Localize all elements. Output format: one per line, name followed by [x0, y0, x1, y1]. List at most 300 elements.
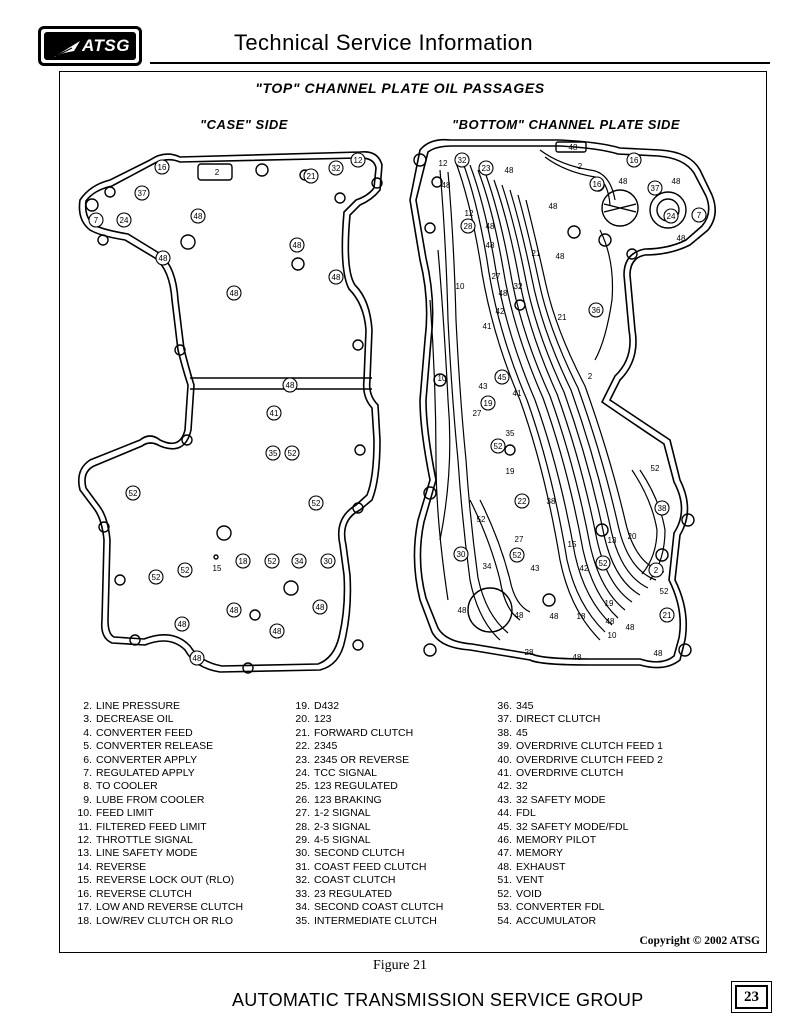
- legend-item-number: 10.: [77, 807, 92, 820]
- passage-marker-label: 48: [605, 617, 615, 626]
- passage-marker-label: 48: [485, 241, 495, 250]
- passage-marker-label: 37: [137, 189, 147, 198]
- legend-item-number: 19.: [295, 700, 310, 712]
- passage-marker-label: 21: [306, 172, 316, 181]
- legend-item: [486, 821, 663, 834]
- passage-marker-label: 12: [464, 209, 474, 218]
- legend-item-label: 123: [314, 713, 332, 726]
- legend-item-number: 7.: [83, 767, 92, 780]
- passage-marker: [588, 372, 593, 381]
- legend-item-label: 2-3 SIGNAL: [314, 820, 371, 833]
- legend-item-label: INTERMEDIATE CLUTCH: [314, 914, 437, 927]
- legend-item: [284, 767, 443, 780]
- legend-item-number: 4.: [83, 726, 92, 739]
- legend-item-number: 28.: [295, 820, 310, 833]
- legend-item-number: 26.: [295, 793, 310, 806]
- legend-item: [66, 901, 243, 914]
- legend-item-label: LUBE FROM COOLER: [96, 793, 205, 806]
- passage-marker-label: 24: [119, 216, 129, 225]
- passage-marker-label: 21: [531, 249, 541, 258]
- legend-item-number: 18.: [77, 914, 92, 927]
- legend-item-number: 34.: [295, 901, 310, 914]
- passage-marker: [660, 608, 674, 622]
- passage-marker-label: 48: [457, 606, 467, 615]
- legend-item-number: 13.: [77, 847, 92, 860]
- passage-marker: [556, 252, 565, 261]
- passage-marker-label: 35: [268, 449, 278, 458]
- passage-marker-label: 27: [472, 409, 482, 418]
- passage-marker: [608, 536, 617, 545]
- footer-title: AUTOMATIC TRANSMISSION SERVICE GROUP: [232, 990, 644, 1010]
- legend-item: [486, 740, 663, 753]
- passage-marker: [126, 486, 140, 500]
- legend-item-label: LOW/REV CLUTCH OR RLO: [96, 914, 234, 927]
- passage-marker: [442, 181, 451, 190]
- passage-marker: [290, 238, 304, 252]
- legend-item-number: 17.: [77, 901, 92, 914]
- passage-marker: [568, 540, 577, 549]
- legend-item-label: 32: [516, 780, 528, 793]
- passage-marker-label: 52: [650, 464, 660, 473]
- legend-item-label: OVERDRIVE CLUTCH: [516, 767, 624, 780]
- case-plate-outline: [79, 152, 382, 672]
- passage-marker: [267, 406, 281, 420]
- legend-item: [486, 727, 663, 740]
- legend-item-number: 44.: [497, 807, 512, 820]
- passage-marker-label: 48: [315, 603, 325, 612]
- passage-marker-label: 37: [650, 184, 660, 193]
- legend-item: [66, 780, 243, 793]
- passage-marker-label: 12: [438, 159, 448, 168]
- passage-marker-label: 21: [557, 313, 567, 322]
- passage-marker: [191, 209, 205, 223]
- passage-marker: [309, 496, 323, 510]
- legend-item-label: LINE SAFETY MODE: [96, 847, 198, 860]
- passage-marker: [506, 429, 515, 438]
- passage-marker-label: 52: [659, 587, 669, 596]
- passage-marker: [648, 181, 662, 195]
- legend-item: [66, 700, 243, 713]
- passage-marker: [692, 208, 706, 222]
- passage-marker-label: 19: [505, 467, 515, 476]
- passage-marker: [515, 535, 524, 544]
- passage-marker: [525, 648, 534, 657]
- passage-marker: [510, 548, 524, 562]
- passage-marker: [117, 213, 131, 227]
- passage-marker: [651, 464, 660, 473]
- legend-item: [486, 780, 663, 793]
- legend-item-number: 6.: [83, 753, 92, 766]
- legend-item-label: FDL: [516, 807, 536, 820]
- passage-marker: [596, 556, 610, 570]
- passage-marker: [531, 564, 540, 573]
- passage-marker-label: 52: [267, 557, 277, 566]
- passage-marker-label: 52: [287, 449, 297, 458]
- passage-marker-label: 32: [331, 164, 341, 173]
- passage-marker-label: 48: [504, 166, 514, 175]
- bottom-side-label: "BOTTOM" CHANNEL PLATE SIDE: [452, 117, 681, 132]
- passage-marker: [626, 623, 635, 632]
- passage-marker-label: 48: [568, 143, 578, 152]
- passage-marker: [270, 624, 284, 638]
- legend-item-label: 45: [516, 726, 528, 739]
- passage-marker-label: 15: [212, 564, 222, 573]
- passage-marker-label: 30: [456, 550, 466, 559]
- passage-marker-label: 16: [629, 156, 639, 165]
- passage-marker-label: 28: [463, 222, 473, 231]
- legend-item-number: 12.: [77, 834, 92, 847]
- legend-item-number: 14.: [77, 860, 92, 873]
- passage-marker: [677, 234, 686, 243]
- legend-item: [486, 847, 663, 860]
- passage-marker: [608, 631, 617, 640]
- legend-item: [66, 834, 243, 847]
- passage-marker: [672, 177, 681, 186]
- case-side-label: "CASE" SIDE: [200, 117, 288, 132]
- legend-item-label: CONVERTER RELEASE: [96, 740, 214, 753]
- legend-item-label: FILTERED FEED LIMIT: [96, 820, 207, 833]
- passage-marker: [649, 563, 663, 577]
- legend-item-number: 42.: [497, 780, 512, 793]
- legend-item-number: 47.: [497, 847, 512, 860]
- legend-item-label: DIRECT CLUTCH: [516, 713, 601, 726]
- passage-marker-label: 19: [604, 599, 614, 608]
- legend-item-number: 54.: [497, 914, 512, 927]
- passage-marker: [664, 209, 678, 223]
- passage-marker-label: 18: [576, 612, 586, 621]
- passage-marker: [266, 446, 280, 460]
- legend-item-label: COAST CLUTCH: [314, 874, 396, 887]
- page-number: 23: [735, 985, 768, 1009]
- passage-marker: [227, 286, 241, 300]
- passage-marker: [496, 307, 505, 316]
- legend-item: [66, 727, 243, 740]
- copyright-text: Copyright © 2002 ATSG: [639, 935, 760, 947]
- legend-item: [284, 861, 443, 874]
- legend-item-number: 40.: [497, 753, 512, 766]
- legend-item-label: ACCUMULATOR: [516, 914, 597, 927]
- legend-item: [66, 915, 243, 928]
- legend-item: [284, 727, 443, 740]
- legend-item-number: 33.: [295, 887, 310, 900]
- passage-marker-label: 48: [229, 606, 239, 615]
- passage-marker: [483, 322, 492, 331]
- passage-marker-label: 27: [514, 535, 524, 544]
- passage-marker-label: 42: [579, 564, 589, 573]
- legend-item-number: 37.: [497, 713, 512, 726]
- passage-marker-label: 48: [193, 212, 203, 221]
- legend-item: [66, 847, 243, 860]
- passage-marker: [628, 532, 637, 541]
- passage-marker-label: 16: [592, 180, 602, 189]
- passage-marker: [283, 378, 297, 392]
- legend-item-number: 24.: [295, 767, 310, 780]
- legend-item: [284, 915, 443, 928]
- passage-marker-label: 45: [497, 373, 507, 382]
- legend-item-number: 11.: [78, 820, 92, 833]
- passage-marker-label: 21: [662, 611, 672, 620]
- legend-item-label: D432: [314, 700, 340, 712]
- legend-item: [284, 821, 443, 834]
- passage-marker-label: 48: [514, 611, 524, 620]
- passage-marker-label: 43: [478, 382, 488, 391]
- legend-column-1: [66, 700, 243, 928]
- legend-item-label: OVERDRIVE CLUTCH FEED 2: [516, 753, 664, 766]
- legend-item-number: 51.: [497, 874, 512, 887]
- legend-item-label: FEED LIMIT: [96, 807, 154, 820]
- legend-item-number: 43.: [497, 793, 512, 806]
- legend-item-number: 16.: [77, 887, 92, 900]
- passage-marker: [605, 599, 614, 608]
- passage-marker: [589, 303, 603, 317]
- passage-marker: [660, 587, 669, 596]
- passage-marker: [654, 649, 663, 658]
- legend-item-label: REVERSE LOCK OUT (RLO): [96, 874, 235, 887]
- passage-marker: [439, 159, 448, 168]
- passage-marker-label: 28: [524, 648, 534, 657]
- legend-item: [486, 807, 663, 820]
- legend-item-label: OVERDRIVE CLUTCH FEED 1: [516, 740, 664, 753]
- passage-marker-label: 32: [513, 282, 523, 291]
- legend-item-label: REGULATED APPLY: [96, 767, 195, 780]
- passage-marker-label: 10: [455, 282, 465, 291]
- passage-marker: [486, 222, 495, 231]
- passage-marker: [236, 554, 250, 568]
- legend-item-number: 46.: [497, 834, 512, 847]
- passage-marker-label: 48: [229, 289, 239, 298]
- legend-item-number: 8.: [83, 780, 92, 793]
- figure-caption: Figure 21: [372, 958, 428, 973]
- passage-marker: [178, 563, 192, 577]
- passage-marker-label: 48: [441, 181, 451, 190]
- passage-marker: [606, 617, 615, 626]
- legend-item-label: REVERSE CLUTCH: [96, 887, 192, 900]
- passage-marker-label: 48: [285, 381, 295, 390]
- legend-item-label: LOW AND REVERSE CLUTCH: [96, 901, 244, 914]
- passage-marker-label: 10: [607, 631, 617, 640]
- passage-marker: [573, 653, 582, 662]
- legend-item-number: 35.: [295, 914, 310, 927]
- legend-item: [284, 834, 443, 847]
- passage-marker: [215, 168, 220, 177]
- passage-marker-label: 48: [272, 627, 282, 636]
- legend-item-label: TCC SIGNAL: [314, 767, 378, 780]
- legend-column-3: [486, 700, 663, 928]
- passage-marker-label: 36: [591, 306, 601, 315]
- passage-marker-label: 2: [587, 372, 593, 381]
- passage-marker: [213, 564, 222, 573]
- legend-item-label: 2345 OR REVERSE: [314, 753, 410, 766]
- legend-item-label: CONVERTER FEED: [96, 726, 193, 739]
- passage-marker: [135, 186, 149, 200]
- legend-item: [486, 874, 663, 887]
- passage-marker: [473, 409, 482, 418]
- legend-item-number: 41.: [497, 767, 512, 780]
- legend-item-label: 32 SAFETY MODE: [516, 793, 606, 806]
- legend-item: [486, 767, 663, 780]
- legend-item-number: 21.: [295, 726, 310, 739]
- legend-item-number: 5.: [83, 740, 92, 753]
- passage-marker-label: 48: [625, 623, 635, 632]
- legend-item-label: 2345: [314, 740, 338, 753]
- legend-item: [486, 713, 663, 726]
- legend-item: [66, 807, 243, 820]
- page-title: Technical Service Information: [234, 30, 533, 55]
- legend-item: [284, 794, 443, 807]
- passage-marker: [549, 202, 558, 211]
- legend-item-number: 39.: [497, 740, 512, 753]
- passage-marker-label: 32: [457, 156, 467, 165]
- passage-marker: [321, 554, 335, 568]
- passage-marker: [590, 177, 604, 191]
- passage-marker-label: 48: [192, 654, 202, 663]
- passage-marker-label: 48: [572, 653, 582, 662]
- legend-item: [284, 847, 443, 860]
- passage-marker: [149, 570, 163, 584]
- legend-item-number: 36.: [497, 700, 512, 712]
- legend-item-label: EXHAUST: [516, 860, 566, 873]
- passage-marker-label: 48: [177, 620, 187, 629]
- legend-item-label: 23 REGULATED: [314, 887, 392, 900]
- passage-marker: [455, 153, 469, 167]
- legend-item-label: VOID: [516, 887, 542, 900]
- passage-marker: [292, 554, 306, 568]
- legend-item: [284, 740, 443, 753]
- legend-item: [486, 915, 663, 928]
- passage-marker-label: 34: [482, 562, 492, 571]
- passage-marker: [329, 270, 343, 284]
- legend-item: [66, 713, 243, 726]
- legend-item-number: 29.: [295, 834, 310, 847]
- legend-item: [284, 888, 443, 901]
- passage-marker: [492, 272, 501, 281]
- legend-item: [66, 874, 243, 887]
- passage-marker: [265, 554, 279, 568]
- passage-marker: [285, 446, 299, 460]
- passage-marker-label: 48: [485, 222, 495, 231]
- legend-item-number: 27.: [295, 807, 310, 820]
- passage-marker-label: 41: [482, 322, 492, 331]
- legend-item-number: 3.: [83, 713, 92, 726]
- legend-item: [66, 794, 243, 807]
- legend-item-label: 4-5 SIGNAL: [314, 834, 371, 847]
- legend-item: [486, 834, 663, 847]
- passage-marker: [532, 249, 541, 258]
- legend-item-label: 123 BRAKING: [314, 793, 382, 806]
- legend-item-label: COAST FEED CLUTCH: [314, 860, 427, 873]
- passage-marker-label: 43: [530, 564, 540, 573]
- passage-marker-label: 38: [657, 504, 667, 513]
- legend-item-number: 38.: [497, 726, 512, 739]
- passage-marker: [479, 382, 488, 391]
- passage-marker: [175, 617, 189, 631]
- passage-marker: [619, 177, 628, 186]
- legend-item: [284, 901, 443, 914]
- legend-item-number: 15.: [77, 874, 92, 887]
- legend-item-number: 45.: [497, 820, 512, 833]
- passage-marker-label: 48: [498, 289, 508, 298]
- passage-marker-label: 30: [323, 557, 333, 566]
- legend-item: [284, 700, 443, 713]
- passage-marker-label: 48: [292, 241, 302, 250]
- legend-column-2: [284, 700, 443, 928]
- passage-marker: [580, 564, 589, 573]
- passage-marker-label: 38: [546, 497, 556, 506]
- passage-marker: [313, 600, 327, 614]
- legend-item: [486, 754, 663, 767]
- legend-item-label: 1-2 SIGNAL: [314, 807, 371, 820]
- passage-marker-label: 41: [512, 389, 522, 398]
- passage-marker-label: 52: [598, 559, 608, 568]
- legend-item-number: 20.: [295, 713, 310, 726]
- legend-item: [66, 888, 243, 901]
- passage-marker: [456, 282, 465, 291]
- passage-marker: [454, 547, 468, 561]
- passage-marker-label: 48: [549, 612, 559, 621]
- passage-marker: [499, 289, 508, 298]
- legend-item-label: MEMORY PILOT: [516, 834, 597, 847]
- passage-marker: [506, 467, 515, 476]
- passage-marker: [481, 396, 495, 410]
- legend-item-label: SECOND COAST CLUTCH: [314, 901, 444, 914]
- legend-item: [284, 807, 443, 820]
- logo-text: ATSG: [82, 36, 130, 55]
- passage-marker-label: 13: [607, 536, 617, 545]
- passage-marker: [577, 612, 586, 621]
- legend-item-number: 32.: [295, 874, 310, 887]
- passage-marker-label: 35: [505, 429, 515, 438]
- passage-marker-label: 52: [493, 442, 503, 451]
- passage-marker-label: 16: [157, 163, 167, 172]
- legend-item-number: 9.: [83, 793, 92, 806]
- passage-marker: [513, 389, 522, 398]
- passage-marker: [505, 166, 514, 175]
- passage-marker-label: 48: [618, 177, 628, 186]
- legend-item-label: FORWARD CLUTCH: [314, 726, 414, 739]
- passage-marker: [515, 611, 524, 620]
- legend-item-label: 345: [516, 700, 534, 712]
- passage-marker-label: 48: [158, 254, 168, 263]
- passage-marker-label: 2: [214, 168, 220, 177]
- passage-marker-label: 19: [483, 399, 493, 408]
- legend-item: [66, 740, 243, 753]
- passage-marker: [479, 161, 493, 175]
- legend-item-label: 32 SAFETY MODE/FDL: [516, 820, 629, 833]
- passage-marker-label: 18: [238, 557, 248, 566]
- passage-marker: [89, 213, 103, 227]
- passage-marker-label: 48: [653, 649, 663, 658]
- legend-item-label: THROTTLE SIGNAL: [96, 834, 193, 847]
- passage-marker: [569, 143, 578, 152]
- passage-marker-label: 48: [555, 252, 565, 261]
- passage-marker: [627, 153, 641, 167]
- passage-marker-label: 52: [180, 566, 190, 575]
- passage-marker-label: 27: [491, 272, 501, 281]
- legend-item-label: VENT: [516, 874, 545, 887]
- passage-marker-label: 22: [517, 497, 527, 506]
- passage-marker: [655, 501, 669, 515]
- passage-marker: [495, 370, 509, 384]
- passage-marker-label: 34: [294, 557, 304, 566]
- passage-marker: [155, 160, 169, 174]
- legend-item-label: LINE PRESSURE: [96, 700, 181, 712]
- legend-item-number: 23.: [295, 753, 310, 766]
- passage-marker-label: 10: [437, 374, 447, 383]
- case-plate-holes: [86, 164, 382, 673]
- legend-item-number: 48.: [497, 860, 512, 873]
- case-side-markers: [89, 153, 365, 665]
- passage-marker: [547, 497, 556, 506]
